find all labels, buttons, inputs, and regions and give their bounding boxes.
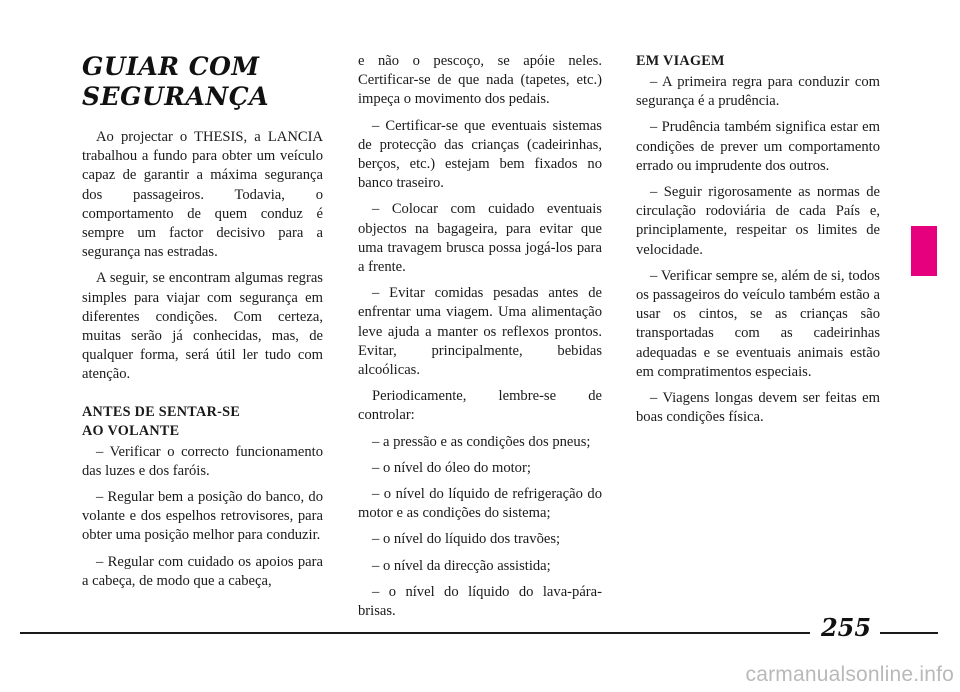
periodic-check-4: – o nível do líquido dos travões; (372, 531, 561, 548)
column-3 (636, 52, 880, 434)
before-driving-item-2: – Regular bem a posição do banco, do volante e dos espelhos retrovisores, para obter uma posição melhor para conduzir. (82, 489, 323, 544)
intro-paragraph-2: A seguir, se encontram algumas regras simples para viajar com segurança em diferentes condições. Com certeza, muitas serão já conhecidas, mas, de qualquer forma, será útil ler tudo com atenção. (82, 270, 323, 383)
travelling-item-3: – Seguir rigorosamente as normas de circulação rodoviária de cada País e, principlamente, respeitar os limites de velocidade. (636, 184, 880, 258)
section-heading-before-driving-line-2: AO VOLANTE (82, 422, 180, 439)
periodic-check-2: – o nível do óleo do motor; (372, 459, 531, 476)
before-driving-item-4: – Certificar-se que eventuais sistemas de protecção das crianças (cadeirinhas, berços, etc.) estejam bem fixados no banco traseiro. (358, 117, 602, 192)
travelling-item-2: – Prudência também significa estar em condições de prever um comportamento errado ou imprudente dos outros. (636, 119, 880, 174)
periodic-check-1: – a pressão e as condições dos pneus; (372, 433, 591, 450)
travelling-item-4: – Verificar sempre se, além de si, todos os passageiros do veículo também estão a usar os cintos, se as crianças são transportadas com as cadeirinhas adequadas e se eventuais animais estão em compratimentos especiais. (636, 267, 880, 380)
periodic-check-3: – o nível do líquido de refrigeração do motor e as condições do sistema; (358, 486, 602, 522)
travelling-item-1: – A primeira regra para conduzir com segurança é a prudência. (636, 74, 880, 110)
section-heading-before-driving (82, 403, 323, 441)
periodic-check-intro: Periodicamente, lembre-se de controlar: (358, 388, 602, 424)
periodic-check-6: – o nível do líquido do lava-pára-brisas. (358, 583, 602, 620)
page-title-line-2: SEGURANÇA (82, 82, 270, 111)
section-tab-marker (911, 226, 937, 276)
before-driving-item-5: – Colocar com cuidado eventuais objectos na bagageira, para evitar que uma travagem brusca possa jogá-los para a frente. (358, 201, 602, 276)
page-number: 255 (820, 613, 872, 642)
before-driving-item-6: – Evitar comidas pesadas antes de enfrentar uma viagem. Uma alimentação leve ajuda a manter os reflexos prontos. Evitar, principalmente, bebidas alcoólicas. (358, 285, 602, 379)
column-1 (82, 52, 323, 591)
footer-rule-right (880, 632, 938, 634)
before-driving-item-3-continuation: e não o pescoço, se apóie neles. Certificar-se de que nada (tapetes, etc.) impeça o movimento dos pedais. (358, 53, 602, 108)
footer-rule-left (20, 632, 810, 634)
section-heading-before-driving-line-1: ANTES DE SENTAR-SE (82, 403, 241, 420)
intro-paragraph-1: Ao projectar o THESIS, a LANCIA trabalhou a fundo para obter um veículo capaz de garantir a máxima segurança dos passageiros. Todavia, o comportamento de quem conduz é sempre um factor decisivo para a segurança nas estradas. (82, 129, 323, 261)
before-driving-item-3: – Regular com cuidado os apoios para a cabeça, de modo que a cabeça, (82, 553, 323, 589)
section-heading-travelling: EM VIAGEM (636, 53, 725, 69)
page-title-line-1: GUIAR COM (82, 52, 260, 81)
page-title (82, 52, 323, 112)
travelling-item-5: – Viagens longas devem ser feitas em boas condições física. (636, 390, 880, 426)
periodic-check-5: – o nível da direcção assistida; (372, 557, 551, 574)
watermark: carmanualsonline.info (745, 663, 954, 686)
before-driving-item-1: – Verificar o correcto funcionamento das luzes e dos faróis. (82, 443, 323, 479)
column-2 (358, 52, 602, 628)
